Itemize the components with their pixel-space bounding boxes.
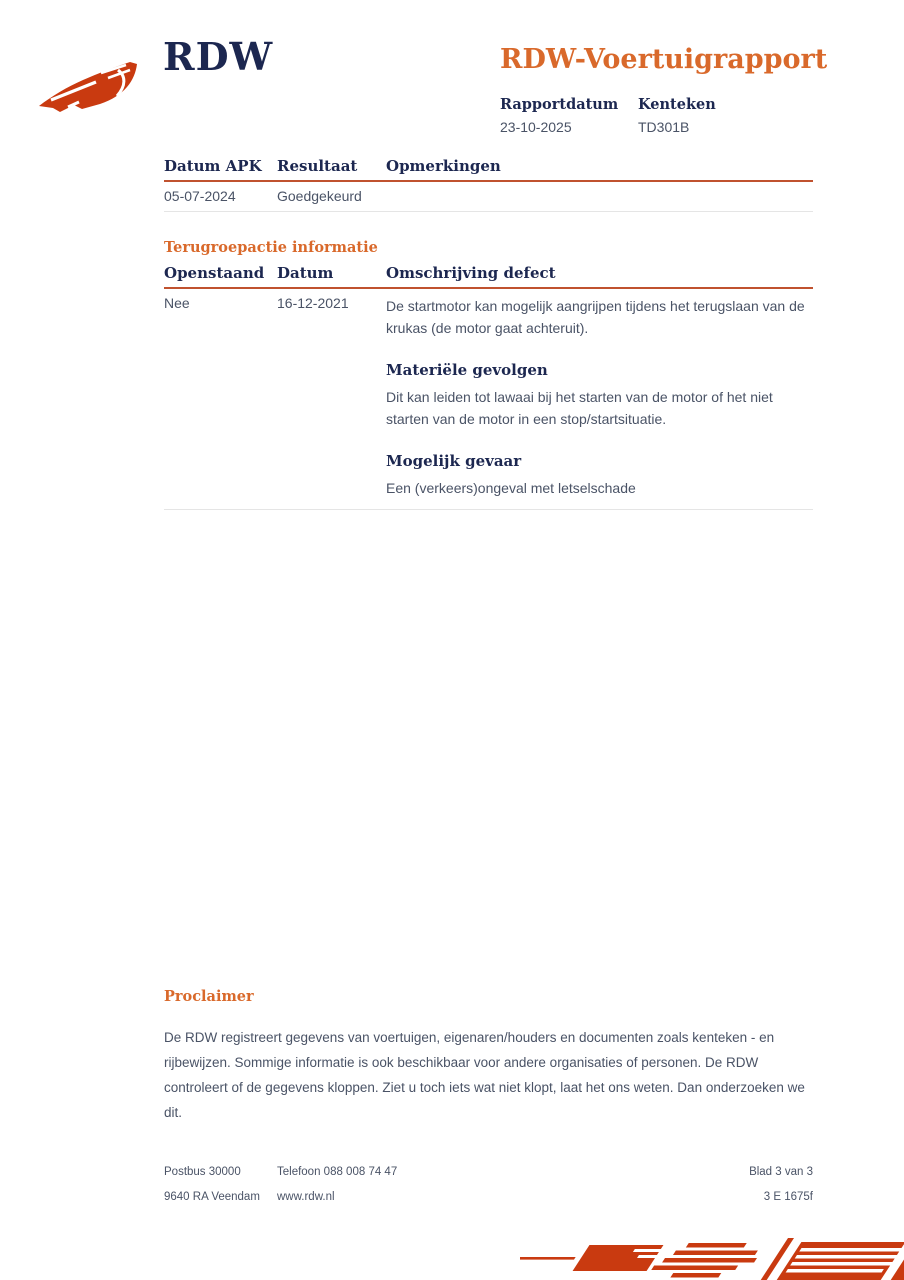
page-title: RDW-Voertuigrapport xyxy=(500,44,828,75)
rdw-flag-logo-icon xyxy=(38,58,160,116)
footer-doc-code: 3 E 1675f xyxy=(763,1191,813,1203)
apk-opmerkingen-value xyxy=(386,188,813,204)
apk-table-header xyxy=(164,157,813,182)
report-meta xyxy=(500,96,716,135)
recall-header-openstaand: Openstaand xyxy=(164,264,265,282)
footer-address xyxy=(164,1166,277,1216)
proclaimer-text: De RDW registreert gegevens van voertuigen, eigenaren/houders en documenten zoals kenteken - en rijbewijzen. Sommige informatie is ook beschikbaar voor andere organisaties of personen. De RDW controleert of de gegevens kloppen. Ziet u toch iets wat niet klopt, laat het ons weten. Dan onderzoeken we dit. xyxy=(164,1030,805,1120)
footer-phone: Telefoon 088 008 74 47 xyxy=(277,1166,398,1178)
possible-danger-heading: Mogelijk gevaar xyxy=(386,452,522,470)
material-consequences-text: Dit kan leiden tot lawaai bij het starten van de motor of het niet starten van de motor in een stop/startsituatie. xyxy=(386,389,773,427)
table-row xyxy=(164,289,813,510)
apk-datum-value: 05-07-2024 xyxy=(164,188,236,204)
recall-header-datum: Datum xyxy=(277,264,334,282)
recall-datum-value: 16-12-2021 xyxy=(277,295,349,311)
recall-section xyxy=(164,239,813,510)
footer-page-block xyxy=(749,1166,813,1216)
apk-table xyxy=(164,157,813,212)
plate-value: TD301B xyxy=(638,119,690,135)
proclaimer-heading: Proclaimer xyxy=(164,988,254,1005)
recall-header-omschrijving: Omschrijving defect xyxy=(386,264,556,282)
rdw-wordmark: RDW xyxy=(163,34,274,79)
possible-danger-text: Een (verkeers)ongeval met letselschade xyxy=(386,480,636,496)
recall-detail-column xyxy=(386,295,813,499)
footer-page-number: Blad 3 van 3 xyxy=(749,1166,813,1178)
footer-contact xyxy=(277,1166,749,1216)
apk-header-datum: Datum APK xyxy=(164,157,262,175)
apk-resultaat-value: Goedgekeurd xyxy=(277,188,362,204)
apk-header-resultaat: Resultaat xyxy=(277,157,358,175)
apk-header-opmerkingen: Opmerkingen xyxy=(386,157,501,175)
speed-stripes-graphic-icon xyxy=(520,1238,904,1280)
proclaimer-section xyxy=(164,988,813,1125)
plate-label: Kenteken xyxy=(638,96,716,113)
plate-block xyxy=(638,96,716,135)
material-consequences-heading: Materiële gevolgen xyxy=(386,361,548,379)
table-row xyxy=(164,182,813,212)
footer-city: 9640 RA Veendam xyxy=(164,1191,260,1203)
defect-description: De startmotor kan mogelijk aangrijpen tijdens het terugslaan van de krukas (de motor gaat achteruit). xyxy=(386,298,805,336)
recall-section-heading: Terugroepactie informatie xyxy=(164,239,378,256)
recall-openstaand-value: Nee xyxy=(164,295,190,311)
page-footer xyxy=(164,1166,813,1216)
footer-postbus: Postbus 30000 xyxy=(164,1166,241,1178)
report-date-label: Rapportdatum xyxy=(500,96,619,113)
report-date-value: 23-10-2025 xyxy=(500,119,572,135)
footer-website: www.rdw.nl xyxy=(277,1191,335,1203)
report-date-block xyxy=(500,96,638,135)
recall-table-header xyxy=(164,264,813,289)
